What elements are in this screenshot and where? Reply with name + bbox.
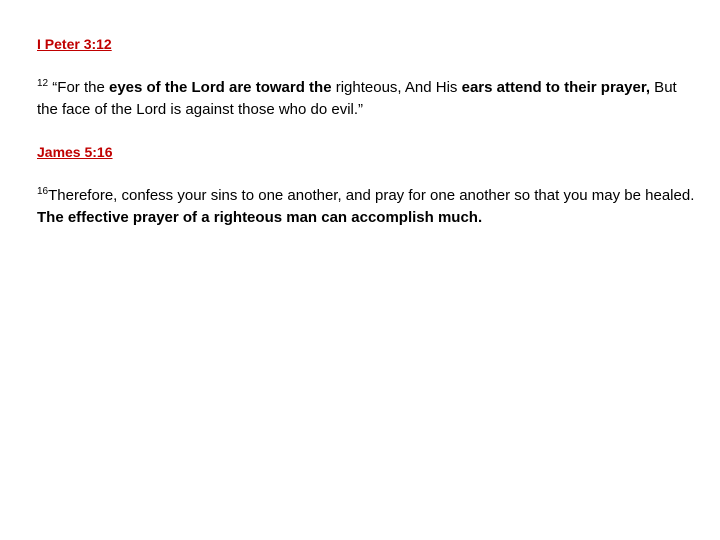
- verse-segment: righteous, And His: [331, 79, 462, 96]
- passage-text-peter: [37, 77, 697, 121]
- verse-segment: But the face of the Lord is against those who do evil.”: [37, 79, 677, 118]
- verse-number: 16: [37, 186, 49, 197]
- passage-reference-peter: I Peter 3:12: [37, 36, 112, 52]
- verse-segment-bold: ears attend to their prayer,: [461, 79, 651, 96]
- verse-segment: Therefore, confess your sins to one another, and pray for one another so that you may be healed.: [48, 187, 695, 204]
- verse-segment-bold: The effective prayer of a righteous man can accomplish much.: [37, 209, 483, 226]
- passage-text-james: [37, 185, 697, 229]
- verse-segment-bold: eyes of the Lord are toward the: [108, 79, 332, 96]
- verse-number: 12: [37, 78, 49, 89]
- verse-segment: “For the: [48, 79, 109, 96]
- passage-reference-james: James 5:16: [37, 144, 113, 160]
